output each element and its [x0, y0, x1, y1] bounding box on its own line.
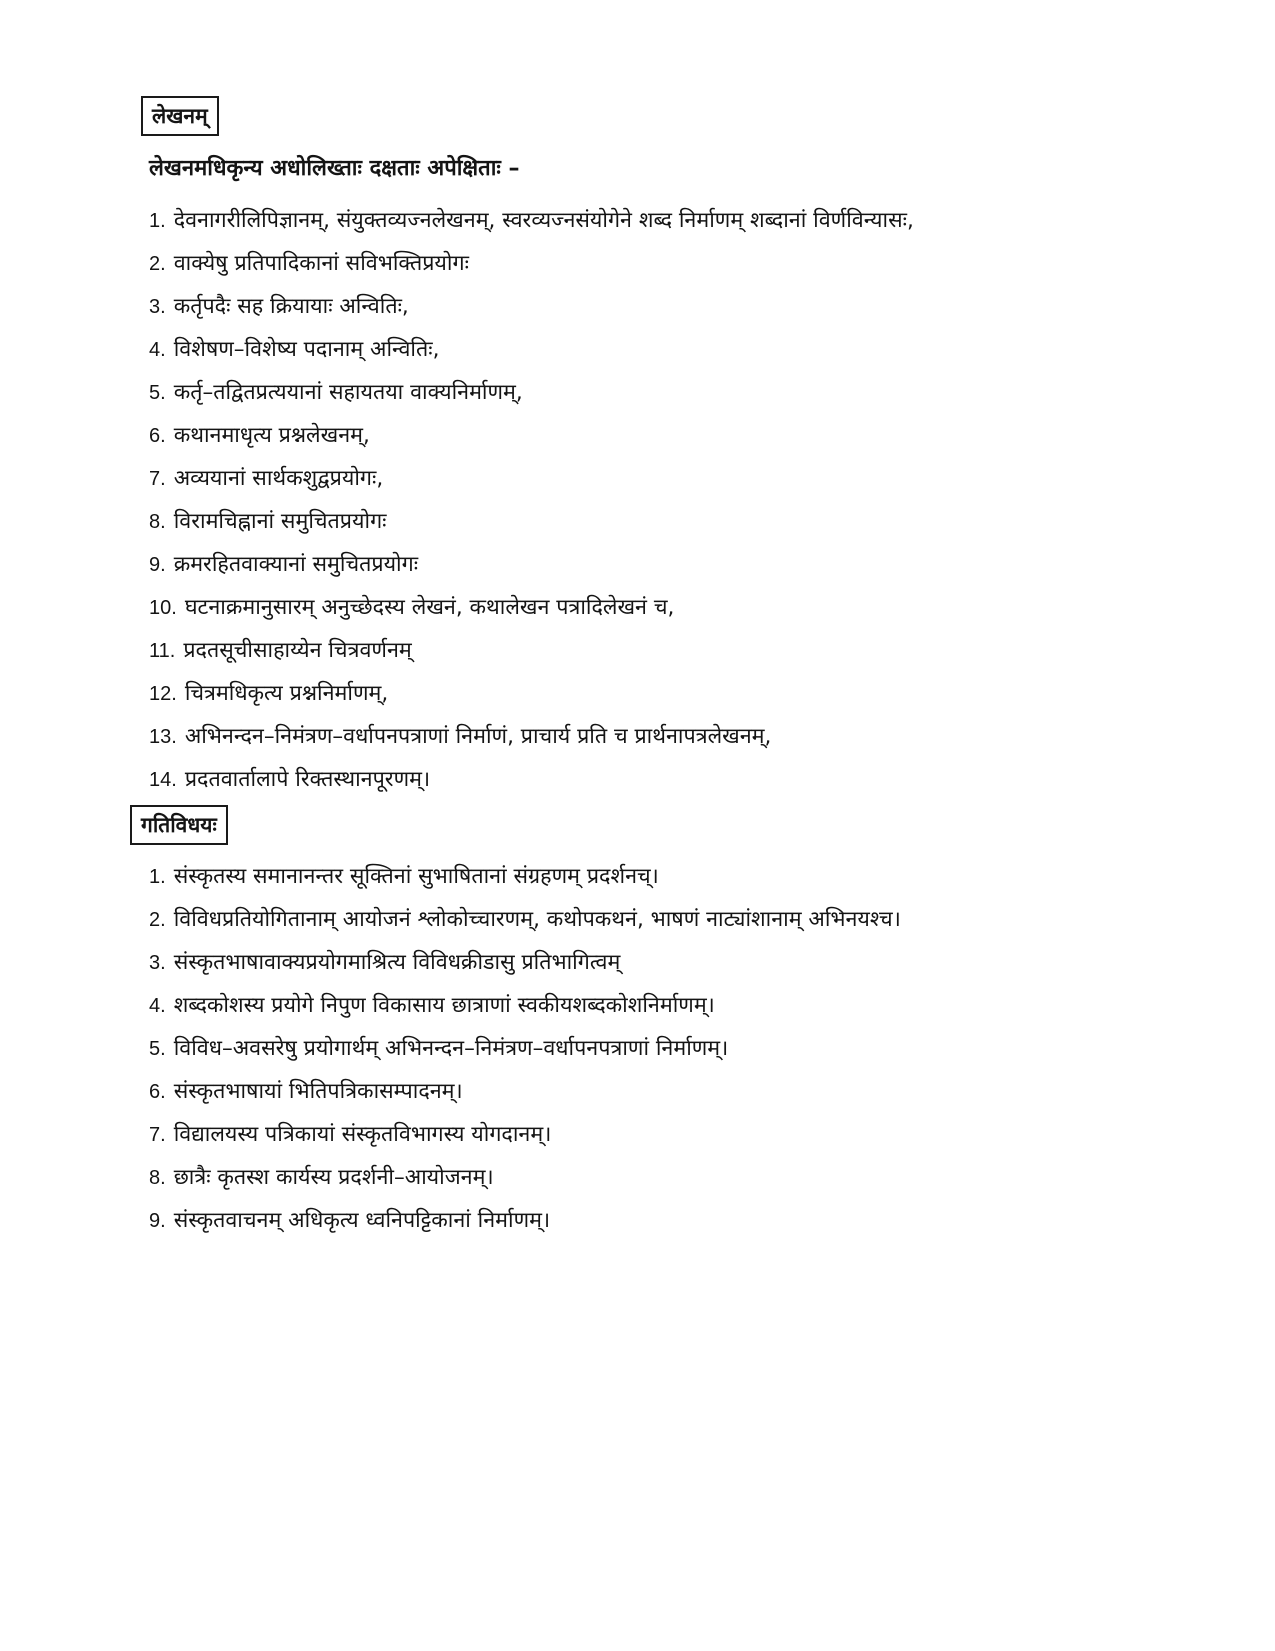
- item-number: 6.: [149, 425, 166, 447]
- section-subheading: लेखनमधिकृन्य अधोलिख्ताः दक्षताः अपेक्षिताः –: [149, 156, 520, 181]
- list-item: [149, 1204, 901, 1247]
- list-item: [149, 677, 914, 720]
- list-item: [149, 946, 901, 989]
- list-item: [149, 1032, 901, 1075]
- item-text: विशेषण–विशेष्य पदानाम् अन्वितिः,: [173, 337, 440, 362]
- activities-list: [149, 860, 901, 1247]
- item-number: 14.: [149, 769, 177, 791]
- item-text: कथानमाधृत्य प्रश्नलेखनम्,: [173, 423, 370, 448]
- skills-list: [149, 204, 914, 806]
- item-number: 2.: [149, 253, 166, 275]
- list-item: [149, 634, 914, 677]
- list-item: [149, 462, 914, 505]
- item-number: 9.: [149, 554, 166, 576]
- list-item: [149, 419, 914, 462]
- list-item: [149, 860, 901, 903]
- item-number: 4.: [149, 339, 166, 361]
- list-item: [149, 333, 914, 376]
- item-text: क्रमरहितवाक्यानां समुचितप्रयोगः: [173, 552, 419, 577]
- item-number: 10.: [149, 597, 177, 619]
- item-text: संस्कृतभाषायां भितिपत्रिकासम्पादनम्।: [173, 1079, 463, 1104]
- item-text: कर्तृ–तद्वितप्रत्ययानां सहायतया वाक्यनिर्माणम्,: [173, 380, 523, 405]
- item-text: अभिनन्दन–निमंत्रण–वर्धापनपत्राणां निर्माणं, प्राचार्य प्रति च प्रार्थनापत्रलेखनम्,: [184, 724, 772, 749]
- list-item: [149, 903, 901, 946]
- item-text: संस्कृतभाषावाक्यप्रयोगमाश्रित्य विविधक्रीडासु प्रतिभागित्वम्: [173, 950, 621, 975]
- item-text: घटनाक्रमानुसारम् अनुच्छेदस्य लेखनं, कथालेखन पत्रादिलेखनं च,: [184, 595, 675, 620]
- list-item: [149, 720, 914, 763]
- item-number: 12.: [149, 683, 177, 705]
- item-number: 3.: [149, 952, 166, 974]
- item-text: विविधप्रतियोगितानाम् आयोजनं श्लोकोच्चारणम्, कथोपकथनं, भाषणं नाट्यांशानाम् अभिनयश्च।: [173, 907, 901, 932]
- item-number: 3.: [149, 296, 166, 318]
- section-heading-gatividhayah: गतिविधयः: [130, 805, 228, 845]
- list-item: [149, 290, 914, 333]
- list-item: [149, 548, 914, 591]
- item-number: 2.: [149, 909, 166, 931]
- list-item: [149, 376, 914, 419]
- item-number: 8.: [149, 511, 166, 533]
- item-number: 9.: [149, 1210, 166, 1232]
- item-text: वाक्येषु प्रतिपादिकानां सविभक्तिप्रयोगः: [173, 251, 469, 276]
- list-item: [149, 1161, 901, 1204]
- item-number: 13.: [149, 726, 177, 748]
- list-item: [149, 247, 914, 290]
- item-text: चित्रमधिकृत्य प्रश्ननिर्माणम्,: [184, 681, 389, 706]
- item-text: संस्कृतवाचनम् अधिकृत्य ध्वनिपट्टिकानां निर्माणम्।: [173, 1208, 551, 1233]
- item-text: शब्दकोशस्य प्रयोगे निपुण विकासाय छात्राणां स्वकीयशब्दकोशनिर्माणम्।: [173, 993, 715, 1018]
- section-heading-lekhanam: लेखनम्: [141, 96, 219, 136]
- item-text: प्रदतसूचीसाहाय्येन चित्रवर्णनम्: [183, 638, 412, 663]
- item-text: विरामचिह्नानां समुचितप्रयोगः: [173, 509, 387, 534]
- list-item: [149, 505, 914, 548]
- item-text: अव्ययानां सार्थकशुद्वप्रयोगः,: [173, 466, 384, 491]
- item-number: 6.: [149, 1081, 166, 1103]
- item-text: कर्तृपदैः सह क्रियायाः अन्वितिः,: [173, 294, 409, 319]
- item-number: 5.: [149, 1038, 166, 1060]
- item-number: 8.: [149, 1167, 166, 1189]
- item-number: 4.: [149, 995, 166, 1017]
- item-number: 11.: [149, 640, 176, 662]
- list-item: [149, 1075, 901, 1118]
- item-number: 1.: [149, 210, 166, 232]
- item-number: 5.: [149, 382, 166, 404]
- list-item: [149, 989, 901, 1032]
- list-item: [149, 204, 914, 247]
- item-number: 1.: [149, 866, 166, 888]
- list-item: [149, 763, 914, 806]
- item-text: छात्रैः कृतस्श कार्यस्य प्रदर्शनी–आयोजनम्।: [173, 1165, 494, 1190]
- list-item: [149, 591, 914, 634]
- item-text: प्रदतवार्तालापे रिक्तस्थानपूरणम्।: [184, 767, 431, 792]
- item-number: 7.: [149, 1124, 166, 1146]
- item-text: संस्कृतस्य समानानन्तर सूक्तिनां सुभाषितानां संग्रहणम् प्रदर्शनच्।: [173, 864, 659, 889]
- list-item: [149, 1118, 901, 1161]
- item-number: 7.: [149, 468, 166, 490]
- item-text: देवनागरीलिपिज्ञानम्, संयुक्तव्यज्नलेखनम्, स्वरव्यज्नसंयोगेने शब्द निर्माणम् शब्दानां विर्णविन्यासः,: [173, 208, 914, 233]
- item-text: विविध–अवसरेषु प्रयोगार्थम् अभिनन्दन–निमंत्रण–वर्धापनपत्राणां निर्माणम्।: [173, 1036, 729, 1061]
- item-text: विद्यालयस्य पत्रिकायां संस्कृतविभागस्य योगदानम्।: [173, 1122, 552, 1147]
